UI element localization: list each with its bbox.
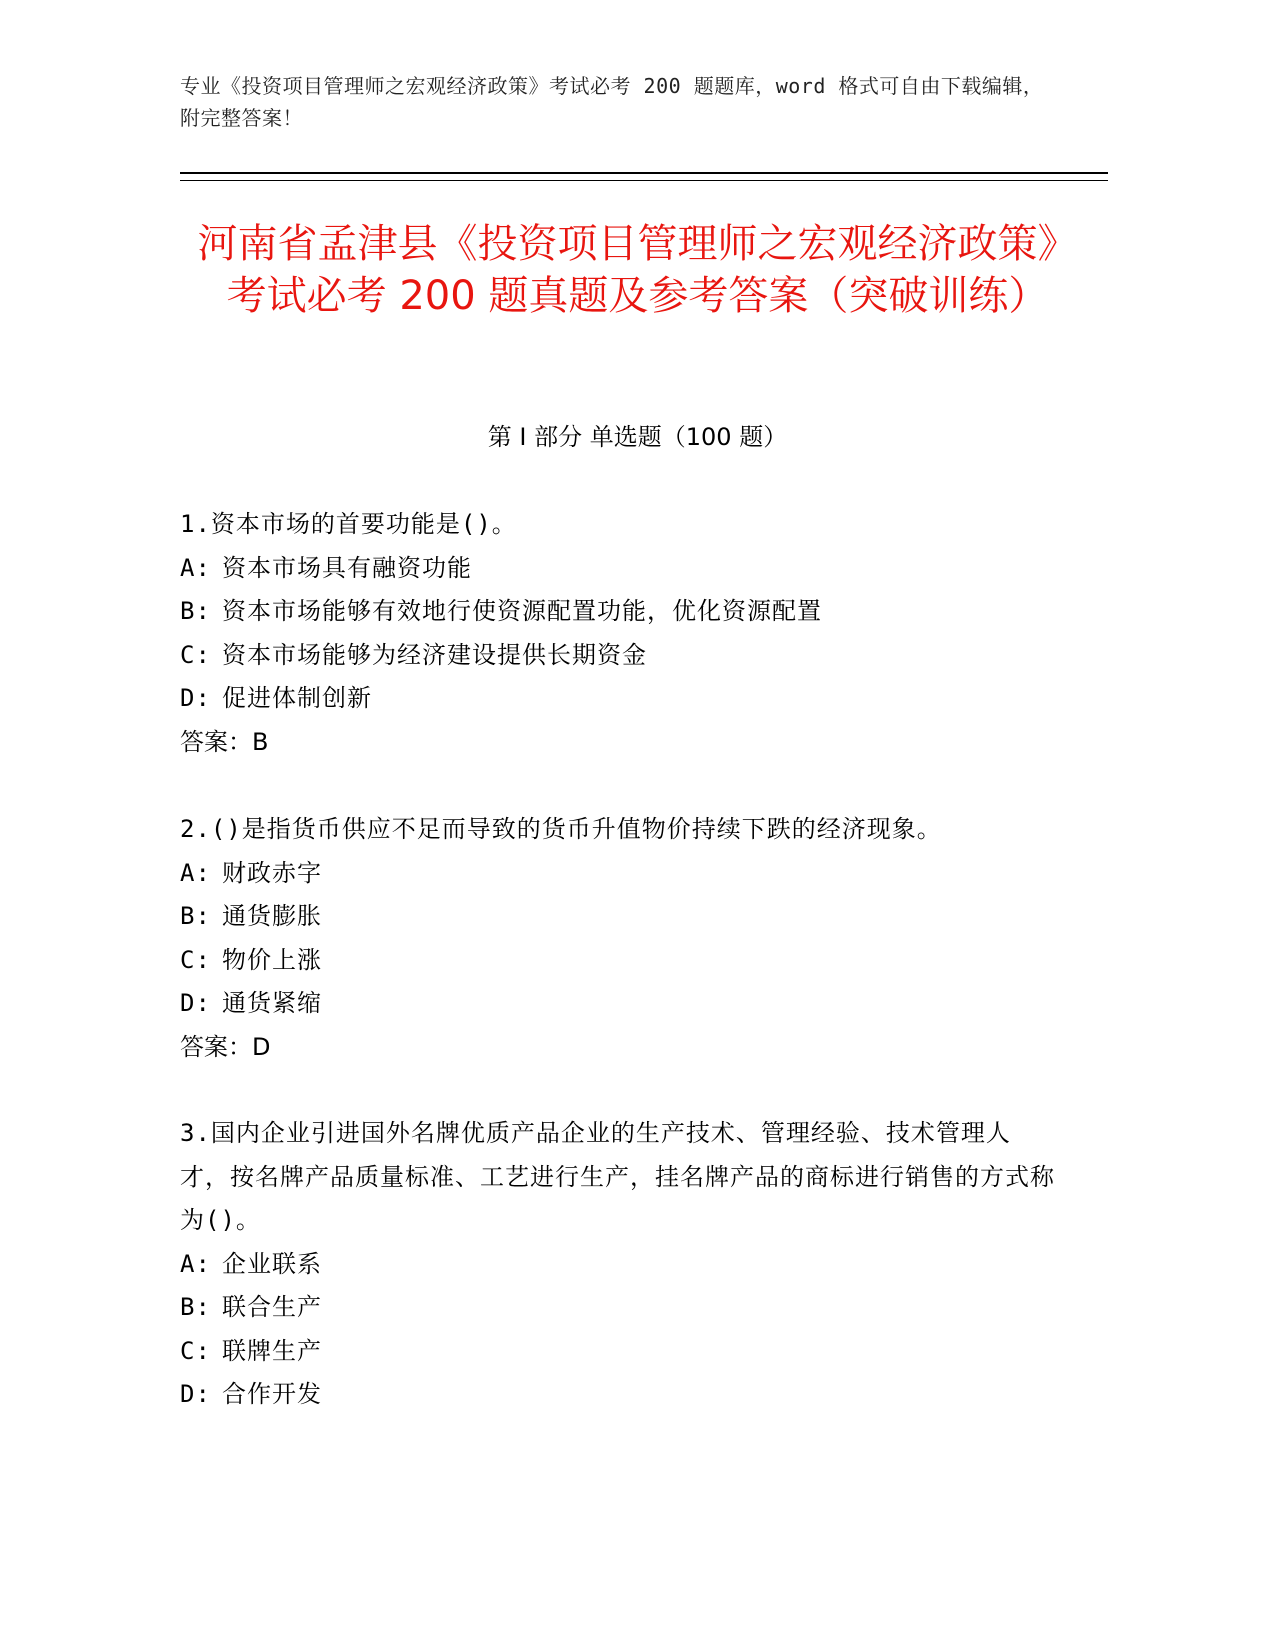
section-title: 第 I 部分 单选题（100 题）: [487, 423, 788, 451]
option-text: 联牌生产: [222, 1336, 322, 1365]
option-key: A:: [180, 858, 211, 887]
option-b: [180, 590, 1060, 634]
option-text: 通货膨胀: [222, 902, 322, 930]
option-text: 促进体制创新: [222, 684, 372, 712]
option-a: [180, 852, 1060, 896]
option-a: [180, 547, 1060, 591]
question-3: [180, 1112, 1060, 1417]
option-text: 联合生产: [222, 1293, 322, 1321]
option-text: 通货紧缩: [222, 989, 322, 1017]
option-d: [180, 677, 1060, 721]
header-divider-thick: [180, 172, 1108, 174]
question-2: [180, 808, 1060, 1069]
option-c: [180, 939, 1060, 983]
option-b: [180, 895, 1060, 939]
header-note: 专业《投资项目管理师之宏观经济政策》考试必考 200 题题库，word 格式可自由下载编辑，附完整答案！: [180, 74, 1044, 130]
option-key: B:: [180, 597, 211, 625]
option-key: B:: [180, 1293, 211, 1321]
option-key: C:: [180, 640, 211, 669]
option-text: 企业联系: [222, 1249, 322, 1278]
question-stem: 2.()是指货币供应不足而导致的货币升值物价持续下跌的经济现象。: [180, 815, 942, 843]
question-1: [180, 503, 1060, 764]
option-text: 资本市场具有融资功能: [222, 553, 472, 582]
document-title: 河南省孟津县《投资项目管理师之宏观经济政策》考试必考 200 题真题及参考答案（突破训练）: [197, 221, 1078, 319]
option-key: A:: [180, 553, 211, 582]
option-text: 合作开发: [222, 1380, 322, 1408]
option-key: A:: [180, 1249, 211, 1278]
option-d: [180, 1373, 1060, 1417]
option-text: 资本市场能够为经济建设提供长期资金: [222, 640, 647, 669]
option-c: [180, 634, 1060, 678]
option-key: D:: [180, 684, 211, 712]
option-key: D:: [180, 989, 211, 1017]
option-c: [180, 1330, 1060, 1374]
option-text: 财政赤字: [222, 858, 322, 887]
answer-line: 答案：D: [180, 1032, 271, 1061]
header-divider-thin: [180, 180, 1108, 181]
option-a: [180, 1243, 1060, 1287]
option-text: 物价上涨: [222, 945, 322, 974]
option-key: C:: [180, 1336, 211, 1365]
option-key: B:: [180, 902, 211, 930]
question-stem: 3.国内企业引进国外名牌优质产品企业的生产技术、管理经验、技术管理人才，按名牌产品质量标准、工艺进行生产，挂名牌产品的商标进行销售的方式称为()。: [180, 1119, 1055, 1234]
option-key: D:: [180, 1380, 211, 1408]
option-d: [180, 982, 1060, 1026]
option-text: 资本市场能够有效地行使资源配置功能，优化资源配置: [222, 597, 822, 625]
answer-line: 答案：B: [180, 727, 269, 756]
option-b: [180, 1286, 1060, 1330]
question-stem: 1.资本市场的首要功能是()。: [180, 510, 517, 538]
option-key: C:: [180, 945, 211, 974]
